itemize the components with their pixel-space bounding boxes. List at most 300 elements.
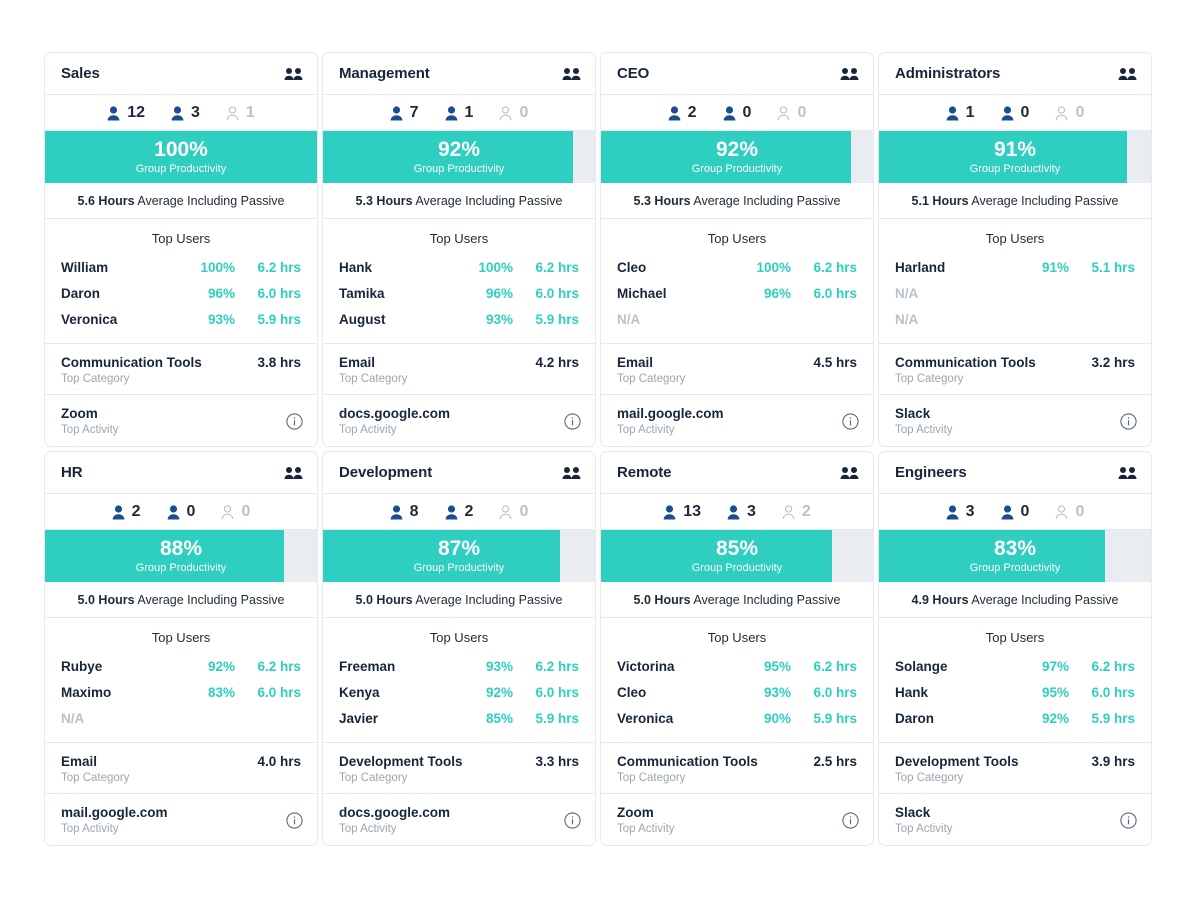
top-activity-name: Zoom xyxy=(61,406,98,421)
average-hours-row xyxy=(45,582,317,618)
average-hours-row xyxy=(601,183,873,219)
top-user-row xyxy=(617,654,857,680)
top-user-hours: 6.2 hrs xyxy=(813,260,857,275)
productivity-caption: Group Productivity xyxy=(413,561,505,574)
top-user-row xyxy=(895,281,1135,307)
top-category-row xyxy=(895,355,1135,370)
top-category-caption: Top Category xyxy=(895,772,964,784)
top-activity-caption: Top Activity xyxy=(895,424,953,436)
offline-members-count xyxy=(1055,104,1084,122)
top-user-name: Victorina xyxy=(617,659,675,674)
top-category-caption: Top Category xyxy=(895,373,964,385)
group-card xyxy=(322,52,596,447)
top-user-hours: 6.0 hrs xyxy=(535,685,579,700)
top-category-row xyxy=(895,754,1135,769)
productivity-caption: Group Productivity xyxy=(691,162,783,175)
top-category-section xyxy=(45,344,317,395)
active-members-count xyxy=(112,503,141,521)
member-counts xyxy=(601,494,873,530)
group-icon[interactable] xyxy=(840,67,859,81)
top-category-hours: 3.9 hrs xyxy=(1091,754,1135,769)
productivity-percent: 88% xyxy=(159,537,203,561)
top-category-hours: 3.3 hrs xyxy=(535,754,579,769)
top-user-name: Hank xyxy=(895,685,929,700)
productivity-bar xyxy=(879,131,1151,183)
productivity-bar-text xyxy=(323,530,595,582)
top-activity-name: Zoom xyxy=(617,805,654,820)
top-user-productivity: 93% xyxy=(763,685,791,700)
top-users-heading: Top Users xyxy=(985,231,1045,246)
top-user-name: William xyxy=(61,260,109,275)
offline-members-value: 0 xyxy=(1075,503,1085,520)
offline-members-value: 0 xyxy=(519,503,529,520)
average-hours-value: 5.0 xyxy=(355,593,373,607)
top-user-hours: 5.9 hrs xyxy=(813,711,857,726)
member-counts xyxy=(879,494,1151,530)
top-user-row xyxy=(617,255,857,281)
top-category-row xyxy=(61,754,301,769)
group-card xyxy=(44,52,318,447)
top-user-hours: 6.0 hrs xyxy=(1091,685,1135,700)
active-members-count xyxy=(390,104,419,122)
top-user-row xyxy=(617,706,857,732)
average-hours-value: 5.1 xyxy=(911,194,929,208)
top-user-hours: 5.9 hrs xyxy=(257,312,301,327)
top-users-heading: Top Users xyxy=(985,630,1045,645)
top-category-hours: 4.0 hrs xyxy=(257,754,301,769)
offline-members-count xyxy=(499,503,528,521)
offline-members-count xyxy=(1055,503,1084,521)
average-hours-unit: Hours xyxy=(376,194,413,208)
average-hours-row xyxy=(879,183,1151,219)
top-category-name: Communication Tools xyxy=(617,754,758,769)
top-user-name: N/A xyxy=(617,312,641,327)
top-activity-name: Slack xyxy=(895,805,931,820)
top-user-name: Solange xyxy=(895,659,948,674)
top-activity-text xyxy=(617,406,724,436)
top-activity-caption: Top Activity xyxy=(895,823,953,835)
group-name: Management xyxy=(339,65,430,82)
top-activity-text xyxy=(895,805,953,835)
top-activity-text xyxy=(339,805,450,835)
productivity-percent: 83% xyxy=(993,537,1037,561)
top-users-heading: Top Users xyxy=(429,231,489,246)
card-header xyxy=(601,452,873,494)
top-user-productivity: 95% xyxy=(763,659,791,674)
top-activity-name: docs.google.com xyxy=(339,406,451,421)
active-members-value: 8 xyxy=(409,503,419,520)
group-card xyxy=(322,451,596,846)
productivity-caption: Group Productivity xyxy=(969,162,1061,175)
top-user-name: Maximo xyxy=(61,685,112,700)
top-user-productivity: 93% xyxy=(207,312,235,327)
offline-members-count xyxy=(499,104,528,122)
group-card xyxy=(878,52,1152,447)
top-category-name: Development Tools xyxy=(895,754,1019,769)
top-user-productivity: 96% xyxy=(485,286,513,301)
top-user-row xyxy=(61,281,301,307)
top-user-row xyxy=(61,680,301,706)
info-icon[interactable] xyxy=(1120,413,1137,430)
idle-members-value: 0 xyxy=(1020,503,1030,520)
top-user-productivity: 90% xyxy=(763,711,791,726)
top-user-name: N/A xyxy=(895,286,919,301)
productivity-caption: Group Productivity xyxy=(691,561,783,574)
top-user-name: Daron xyxy=(895,711,935,726)
top-category-hours: 4.2 hrs xyxy=(535,355,579,370)
active-members-count xyxy=(946,503,975,521)
active-members-value: 7 xyxy=(409,104,419,121)
group-card xyxy=(878,451,1152,846)
productivity-bar xyxy=(323,530,595,582)
productivity-percent: 85% xyxy=(715,537,759,561)
group-icon[interactable] xyxy=(1118,466,1137,480)
productivity-percent: 87% xyxy=(437,537,481,561)
top-activity-section xyxy=(601,794,873,845)
top-activity-caption: Top Activity xyxy=(617,823,675,835)
top-category-hours: 4.5 hrs xyxy=(813,355,857,370)
top-user-name: Kenya xyxy=(339,685,380,700)
active-members-value: 3 xyxy=(965,503,975,520)
top-users-heading: Top Users xyxy=(707,231,767,246)
active-members-count xyxy=(107,104,145,122)
member-counts xyxy=(879,95,1151,131)
top-category-row xyxy=(617,754,857,769)
idle-members-count xyxy=(1001,104,1030,122)
active-members-value: 13 xyxy=(683,503,701,520)
top-user-row xyxy=(61,307,301,333)
top-activity-caption: Top Activity xyxy=(61,424,119,436)
group-name: Engineers xyxy=(895,464,967,481)
info-icon[interactable] xyxy=(842,812,859,829)
productivity-bar-text xyxy=(601,530,873,582)
average-hours-caption: Average Including Passive xyxy=(137,593,285,607)
card-header xyxy=(45,53,317,95)
top-users-section xyxy=(601,618,873,743)
top-user-hours: 6.2 hrs xyxy=(257,659,301,674)
top-users-heading: Top Users xyxy=(151,630,211,645)
average-hours-value: 5.3 xyxy=(355,194,373,208)
top-user-row xyxy=(895,654,1135,680)
average-hours-value: 5.6 xyxy=(77,194,95,208)
top-user-name: Rubye xyxy=(61,659,103,674)
top-user-name: Veronica xyxy=(617,711,674,726)
member-counts xyxy=(45,95,317,131)
top-users-section xyxy=(323,219,595,344)
top-category-caption: Top Category xyxy=(61,772,130,784)
productivity-bar-text xyxy=(323,131,595,183)
top-user-name: N/A xyxy=(895,312,919,327)
top-user-hours: 5.1 hrs xyxy=(1091,260,1135,275)
group-name: CEO xyxy=(617,65,650,82)
top-category-section xyxy=(879,344,1151,395)
card-header xyxy=(879,452,1151,494)
top-user-row xyxy=(617,281,857,307)
top-category-name: Communication Tools xyxy=(895,355,1036,370)
top-user-productivity: 93% xyxy=(485,659,513,674)
offline-members-count xyxy=(226,104,255,122)
group-icon[interactable] xyxy=(840,466,859,480)
top-category-row xyxy=(339,754,579,769)
group-name: Administrators xyxy=(895,65,1001,82)
top-user-hours: 5.9 hrs xyxy=(1091,711,1135,726)
top-activity-name: mail.google.com xyxy=(617,406,724,421)
top-activity-section xyxy=(601,395,873,446)
top-user-name: Cleo xyxy=(617,685,647,700)
productivity-caption: Group Productivity xyxy=(413,162,505,175)
productivity-caption: Group Productivity xyxy=(969,561,1061,574)
top-activity-text xyxy=(61,805,168,835)
productivity-bar xyxy=(45,530,317,582)
info-icon[interactable] xyxy=(842,413,859,430)
top-user-row xyxy=(61,255,301,281)
top-user-row xyxy=(61,654,301,680)
productivity-bar-text xyxy=(45,131,317,183)
top-user-productivity: 100% xyxy=(478,260,513,275)
top-users-heading: Top Users xyxy=(151,231,211,246)
idle-members-count xyxy=(171,104,200,122)
top-user-name: N/A xyxy=(61,711,85,726)
average-hours-unit: Hours xyxy=(654,593,691,607)
idle-members-value: 0 xyxy=(742,104,752,121)
top-activity-section xyxy=(45,395,317,446)
group-card xyxy=(44,451,318,846)
info-icon[interactable] xyxy=(564,812,581,829)
productivity-bar xyxy=(601,530,873,582)
average-hours-row xyxy=(879,582,1151,618)
top-user-name: Michael xyxy=(617,286,667,301)
group-name: Remote xyxy=(617,464,672,481)
top-activity-caption: Top Activity xyxy=(339,424,397,436)
top-user-row xyxy=(339,255,579,281)
top-activity-section xyxy=(323,395,595,446)
productivity-caption: Group Productivity xyxy=(135,561,227,574)
productivity-percent: 100% xyxy=(154,138,208,162)
top-user-name: Hank xyxy=(339,260,373,275)
idle-members-count xyxy=(445,503,474,521)
top-activity-section xyxy=(879,794,1151,845)
top-user-name: Harland xyxy=(895,260,946,275)
top-user-productivity: 100% xyxy=(756,260,791,275)
top-category-hours: 2.5 hrs xyxy=(813,754,857,769)
group-name: HR xyxy=(61,464,83,481)
active-members-count xyxy=(668,104,697,122)
average-hours-value: 5.0 xyxy=(77,593,95,607)
group-name: Sales xyxy=(61,65,100,82)
productivity-bar xyxy=(879,530,1151,582)
productivity-bar-text xyxy=(879,131,1151,183)
idle-members-value: 3 xyxy=(746,503,756,520)
productivity-bar xyxy=(45,131,317,183)
top-user-productivity: 85% xyxy=(485,711,513,726)
top-user-productivity: 93% xyxy=(485,312,513,327)
card-header xyxy=(323,53,595,95)
top-user-name: August xyxy=(339,312,386,327)
average-hours-row xyxy=(45,183,317,219)
info-icon[interactable] xyxy=(286,812,303,829)
top-activity-name: Slack xyxy=(895,406,931,421)
group-card xyxy=(600,451,874,846)
average-hours-value: 4.9 xyxy=(911,593,929,607)
offline-members-value: 0 xyxy=(797,104,807,121)
average-hours-caption: Average Including Passive xyxy=(693,593,841,607)
top-user-hours: 6.0 hrs xyxy=(535,286,579,301)
productivity-bar-text xyxy=(601,131,873,183)
idle-members-count xyxy=(445,104,474,122)
top-user-productivity: 96% xyxy=(207,286,235,301)
group-icon[interactable] xyxy=(284,466,303,480)
productivity-percent: 92% xyxy=(437,138,481,162)
top-user-row xyxy=(895,255,1135,281)
average-hours-caption: Average Including Passive xyxy=(693,194,841,208)
top-user-row xyxy=(895,680,1135,706)
productivity-bar-text xyxy=(45,530,317,582)
top-user-productivity: 100% xyxy=(200,260,235,275)
top-user-row xyxy=(617,680,857,706)
top-category-caption: Top Category xyxy=(339,772,408,784)
active-members-value: 2 xyxy=(131,503,141,520)
top-user-row xyxy=(895,706,1135,732)
top-activity-section xyxy=(45,794,317,845)
top-activity-text xyxy=(339,406,450,436)
top-user-hours: 6.2 hrs xyxy=(813,659,857,674)
top-users-heading: Top Users xyxy=(429,630,489,645)
top-users-section xyxy=(601,219,873,344)
idle-members-count xyxy=(167,503,196,521)
group-icon[interactable] xyxy=(284,67,303,81)
info-icon[interactable] xyxy=(1120,812,1137,829)
top-category-row xyxy=(339,355,579,370)
average-hours-unit: Hours xyxy=(932,194,969,208)
idle-members-count xyxy=(727,503,756,521)
top-category-caption: Top Category xyxy=(339,373,408,385)
top-user-row xyxy=(617,307,857,333)
top-category-name: Communication Tools xyxy=(61,355,202,370)
group-card xyxy=(600,52,874,447)
top-activity-caption: Top Activity xyxy=(339,823,397,835)
average-hours-unit: Hours xyxy=(654,194,691,208)
card-header xyxy=(323,452,595,494)
top-user-row xyxy=(61,706,301,732)
offline-members-count xyxy=(777,104,806,122)
productivity-bar-text xyxy=(879,530,1151,582)
top-user-hours: 6.0 hrs xyxy=(813,286,857,301)
average-hours-caption: Average Including Passive xyxy=(415,593,563,607)
average-hours-caption: Average Including Passive xyxy=(137,194,285,208)
top-category-name: Email xyxy=(617,355,654,370)
group-icon[interactable] xyxy=(562,466,581,480)
top-category-section xyxy=(45,743,317,794)
active-members-value: 12 xyxy=(127,104,145,121)
top-users-section xyxy=(45,618,317,743)
top-user-productivity: 96% xyxy=(763,286,791,301)
info-icon[interactable] xyxy=(564,413,581,430)
top-users-section xyxy=(45,219,317,344)
average-hours-caption: Average Including Passive xyxy=(971,194,1119,208)
top-users-section xyxy=(879,618,1151,743)
active-members-value: 2 xyxy=(687,104,697,121)
productivity-bar xyxy=(323,131,595,183)
productivity-percent: 92% xyxy=(715,138,759,162)
top-activity-text xyxy=(617,805,675,835)
offline-members-value: 0 xyxy=(241,503,251,520)
offline-members-count xyxy=(782,503,811,521)
top-user-hours: 6.2 hrs xyxy=(257,260,301,275)
average-hours-caption: Average Including Passive xyxy=(415,194,563,208)
top-category-section xyxy=(323,344,595,395)
top-activity-section xyxy=(323,794,595,845)
average-hours-caption: Average Including Passive xyxy=(971,593,1119,607)
top-user-productivity: 92% xyxy=(1041,711,1069,726)
offline-members-value: 1 xyxy=(245,104,255,121)
top-user-productivity: 92% xyxy=(485,685,513,700)
top-user-productivity: 91% xyxy=(1041,260,1069,275)
top-user-hours: 6.2 hrs xyxy=(1091,659,1135,674)
top-category-section xyxy=(879,743,1151,794)
idle-members-value: 2 xyxy=(464,503,474,520)
info-icon[interactable] xyxy=(286,413,303,430)
top-category-hours: 3.8 hrs xyxy=(257,355,301,370)
card-header xyxy=(601,53,873,95)
active-members-count xyxy=(390,503,419,521)
member-counts xyxy=(45,494,317,530)
member-counts xyxy=(323,494,595,530)
productivity-percent: 91% xyxy=(993,138,1037,162)
average-hours-row xyxy=(323,183,595,219)
top-users-section xyxy=(879,219,1151,344)
idle-members-value: 0 xyxy=(186,503,196,520)
member-counts xyxy=(601,95,873,131)
productivity-caption: Group Productivity xyxy=(135,162,227,175)
top-user-name: Cleo xyxy=(617,260,647,275)
top-user-hours: 6.0 hrs xyxy=(257,286,301,301)
top-user-name: Javier xyxy=(339,711,379,726)
top-user-hours: 5.9 hrs xyxy=(535,711,579,726)
offline-members-value: 0 xyxy=(519,104,529,121)
top-user-hours: 6.2 hrs xyxy=(535,260,579,275)
top-user-hours: 6.0 hrs xyxy=(257,685,301,700)
average-hours-unit: Hours xyxy=(932,593,969,607)
offline-members-value: 0 xyxy=(1075,104,1085,121)
top-activity-text xyxy=(895,406,953,436)
top-category-caption: Top Category xyxy=(617,772,686,784)
top-user-productivity: 83% xyxy=(207,685,235,700)
top-users-section xyxy=(323,618,595,743)
average-hours-row xyxy=(323,582,595,618)
top-user-row xyxy=(339,680,579,706)
top-activity-name: mail.google.com xyxy=(61,805,168,820)
top-category-hours: 3.2 hrs xyxy=(1091,355,1135,370)
top-activity-section xyxy=(879,395,1151,446)
top-user-name: Tamika xyxy=(339,286,385,301)
top-user-productivity: 92% xyxy=(207,659,235,674)
top-user-productivity: 97% xyxy=(1041,659,1069,674)
top-category-name: Development Tools xyxy=(339,754,463,769)
top-activity-caption: Top Activity xyxy=(61,823,119,835)
group-icon[interactable] xyxy=(1118,67,1137,81)
top-activity-caption: Top Activity xyxy=(617,424,675,436)
average-hours-value: 5.0 xyxy=(633,593,651,607)
top-category-caption: Top Category xyxy=(617,373,686,385)
average-hours-unit: Hours xyxy=(376,593,413,607)
idle-members-count xyxy=(1001,503,1030,521)
top-user-row xyxy=(895,307,1135,333)
top-user-name: Daron xyxy=(61,286,101,301)
top-category-row xyxy=(61,355,301,370)
group-icon[interactable] xyxy=(562,67,581,81)
top-user-hours: 6.2 hrs xyxy=(535,659,579,674)
active-members-value: 1 xyxy=(965,104,975,121)
